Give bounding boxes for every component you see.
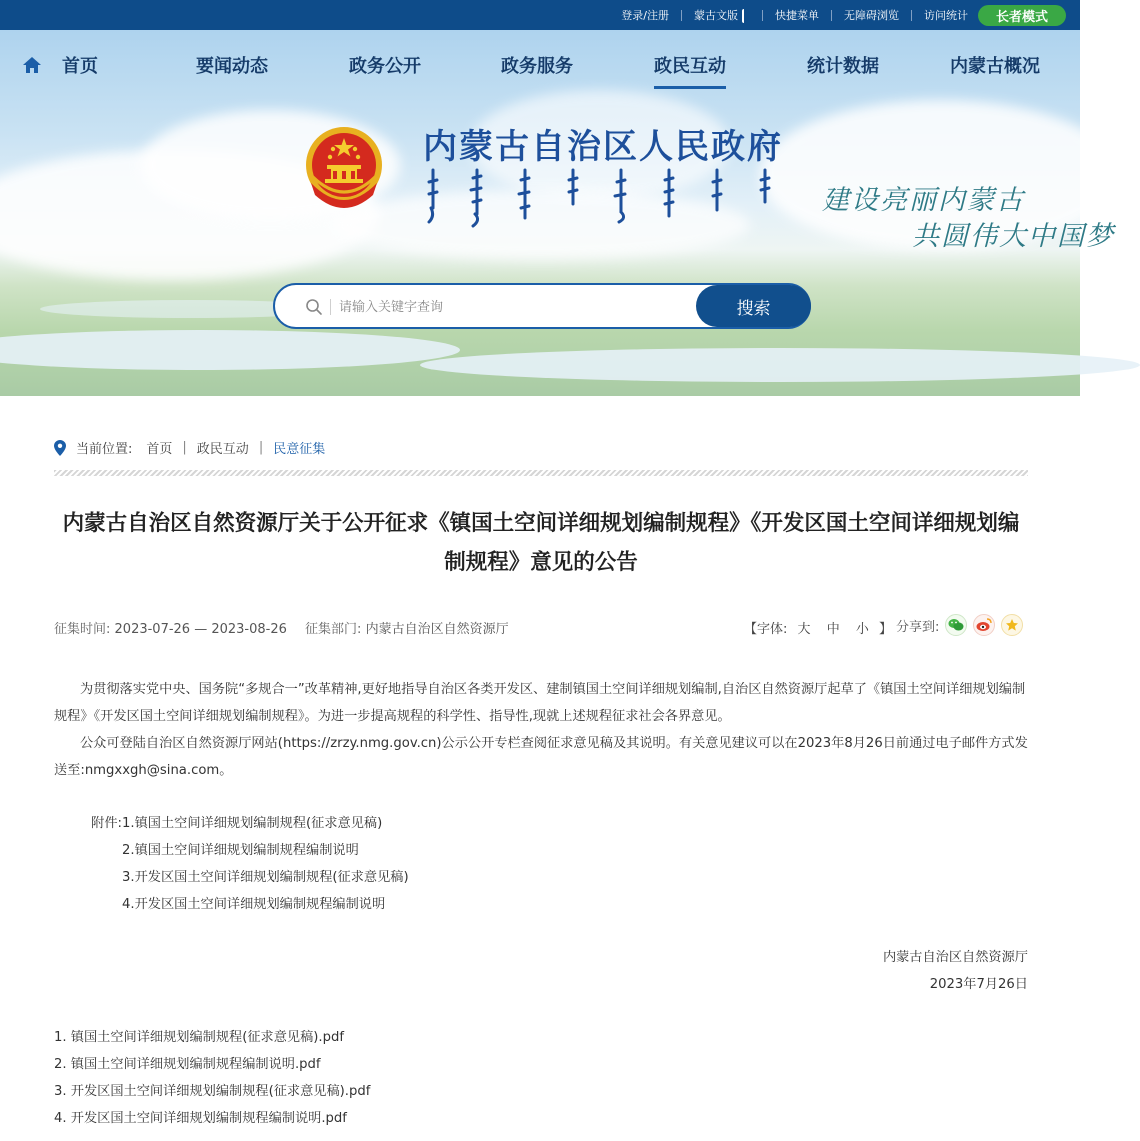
- breadcrumb-interaction[interactable]: 政民互动: [196, 442, 249, 457]
- visit-stats-link[interactable]: 访问统计: [924, 9, 968, 22]
- breadcrumb-separator: |: [182, 440, 187, 455]
- mongolian-script-icon: [742, 9, 750, 23]
- dept-label: 征集部门:: [305, 622, 362, 637]
- font-size-label: 【字体:: [744, 622, 788, 637]
- file-link[interactable]: 4. 开发区国土空间详细规划编制规程编制说明.pdf: [54, 1111, 347, 1126]
- font-size-small[interactable]: 小: [855, 622, 869, 637]
- search-bar: [273, 283, 811, 329]
- search-input[interactable]: [339, 293, 679, 321]
- favorite-share-button[interactable]: [1001, 614, 1023, 636]
- weibo-icon: [976, 618, 992, 632]
- font-size-medium[interactable]: 中: [826, 622, 840, 637]
- attachment-label: 附件:: [91, 816, 122, 831]
- attachment-item: [54, 864, 409, 891]
- article-paragraph: 公众可登陆自治区自然资源厅网站(https://zrzy.nmg.gov.cn)公示公开专栏查阅征求意见稿及其说明。有关意见建议可以在2023年8月26日前通过电子邮件方式发送至:nmgxxgh@sina.com。: [54, 736, 1028, 778]
- breadcrumb-home[interactable]: 首页: [146, 442, 173, 457]
- search-icon: [305, 298, 323, 316]
- collect-time-value: 2023-07-26 — 2023-08-26: [114, 622, 287, 637]
- file-link[interactable]: 1. 镇国土空间详细规划编制规程(征求意见稿).pdf: [54, 1030, 345, 1045]
- search-divider: [330, 299, 331, 315]
- nav-gov-services[interactable]: 政务服务: [501, 56, 573, 77]
- home-icon[interactable]: [22, 56, 42, 74]
- file-link[interactable]: 3. 开发区国土空间详细规划编制规程(征求意见稿).pdf: [54, 1084, 371, 1099]
- weibo-share-button[interactable]: [973, 614, 995, 636]
- signature-date: 2023年7月26日: [929, 977, 1028, 992]
- nav-gov-affairs[interactable]: 政务公开: [349, 56, 421, 77]
- download-file-list: [54, 1024, 370, 1132]
- share-label: 分享到:: [896, 619, 940, 635]
- main-nav: [0, 30, 1080, 100]
- article-content: [6, 396, 1074, 1141]
- nav-overview[interactable]: 内蒙古概况: [950, 56, 1040, 77]
- share-bar: [896, 614, 1023, 636]
- top-utility-bar: [0, 0, 1080, 30]
- river: [0, 330, 460, 370]
- attachment-text: 4.开发区国土空间详细规划编制规程编制说明: [122, 897, 386, 912]
- quick-menu-link[interactable]: 快捷菜单: [775, 9, 819, 22]
- elder-mode-button[interactable]: 长者模式: [978, 5, 1066, 26]
- star-icon: [1005, 618, 1019, 632]
- slogan-line-2: 共圆伟大中国梦: [912, 221, 1115, 252]
- wechat-icon: [948, 618, 964, 632]
- attachment-text: 3.开发区国土空间详细规划编制规程(征求意见稿): [122, 870, 409, 885]
- mongolian-script-title-icon: [425, 168, 785, 228]
- nav-statistics[interactable]: 统计数据: [807, 56, 879, 77]
- font-size-large[interactable]: 大: [797, 622, 811, 637]
- nav-news[interactable]: 要闻动态: [196, 56, 268, 77]
- nav-interaction[interactable]: 政民互动: [654, 52, 726, 89]
- site-title: 内蒙古自治区人民政府: [423, 127, 783, 167]
- login-register-link[interactable]: 登录/注册: [621, 9, 669, 22]
- attachment-text: 2.镇国土空间详细规划编制规程编制说明: [122, 843, 359, 858]
- accessibility-link[interactable]: 无障碍浏览: [844, 9, 899, 22]
- location-pin-icon: [54, 440, 66, 456]
- utility-links: [609, 0, 980, 30]
- slogan-line-1: 建设亮丽内蒙古: [822, 185, 1025, 216]
- wechat-share-button[interactable]: [945, 614, 967, 636]
- signature-org: 内蒙古自治区自然资源厅: [882, 950, 1028, 965]
- breadcrumb-separator: |: [258, 440, 264, 455]
- search-button[interactable]: 搜索: [696, 285, 811, 327]
- breadcrumb-divider: [54, 470, 1028, 476]
- article-meta: [54, 618, 509, 637]
- font-size-close: 】: [879, 622, 893, 637]
- mongolian-version-link[interactable]: [682, 7, 762, 23]
- mongolian-version-label: 蒙古文版: [694, 9, 738, 22]
- national-emblem-icon: [303, 125, 385, 213]
- attachment-item: [54, 810, 409, 837]
- article-paragraph: 为贯彻落实党中央、国务院“多规合一”改革精神,更好地指导自治区各类开发区、建制镇国土空间详细规划编制,自治区自然资源厅起草了《镇国土空间详细规划编制规程》《开发区国土空间详细规划编制规程》。为进一步提高规程的科学性、指导性,现就上述规程征求社会各界意见。: [54, 682, 1026, 724]
- article-body: [54, 676, 1029, 784]
- collect-time-label: 征集时间:: [54, 622, 111, 637]
- nav-home[interactable]: 首页: [62, 56, 98, 77]
- article-title: 内蒙古自治区自然资源厅关于公开征求《镇国土空间详细规划编制规程》《开发区国土空间详细规划编制规程》意见的公告: [62, 511, 1020, 575]
- breadcrumb-label: 当前位置:: [76, 442, 133, 457]
- attachment-text: 1.镇国土空间详细规划编制规程(征求意见稿): [122, 816, 383, 831]
- dept-value: 内蒙古自治区自然资源厅: [365, 622, 509, 637]
- font-size-switcher: [744, 618, 892, 637]
- breadcrumb-opinion-collection[interactable]: 民意征集: [273, 442, 326, 457]
- attachment-list: [54, 810, 409, 918]
- river: [420, 348, 1140, 382]
- attachment-item: [54, 837, 409, 864]
- attachment-item: [54, 891, 409, 918]
- article-signature: [883, 944, 1028, 998]
- breadcrumb: [54, 438, 325, 457]
- file-link[interactable]: 2. 镇国土空间详细规划编制规程编制说明.pdf: [54, 1057, 321, 1072]
